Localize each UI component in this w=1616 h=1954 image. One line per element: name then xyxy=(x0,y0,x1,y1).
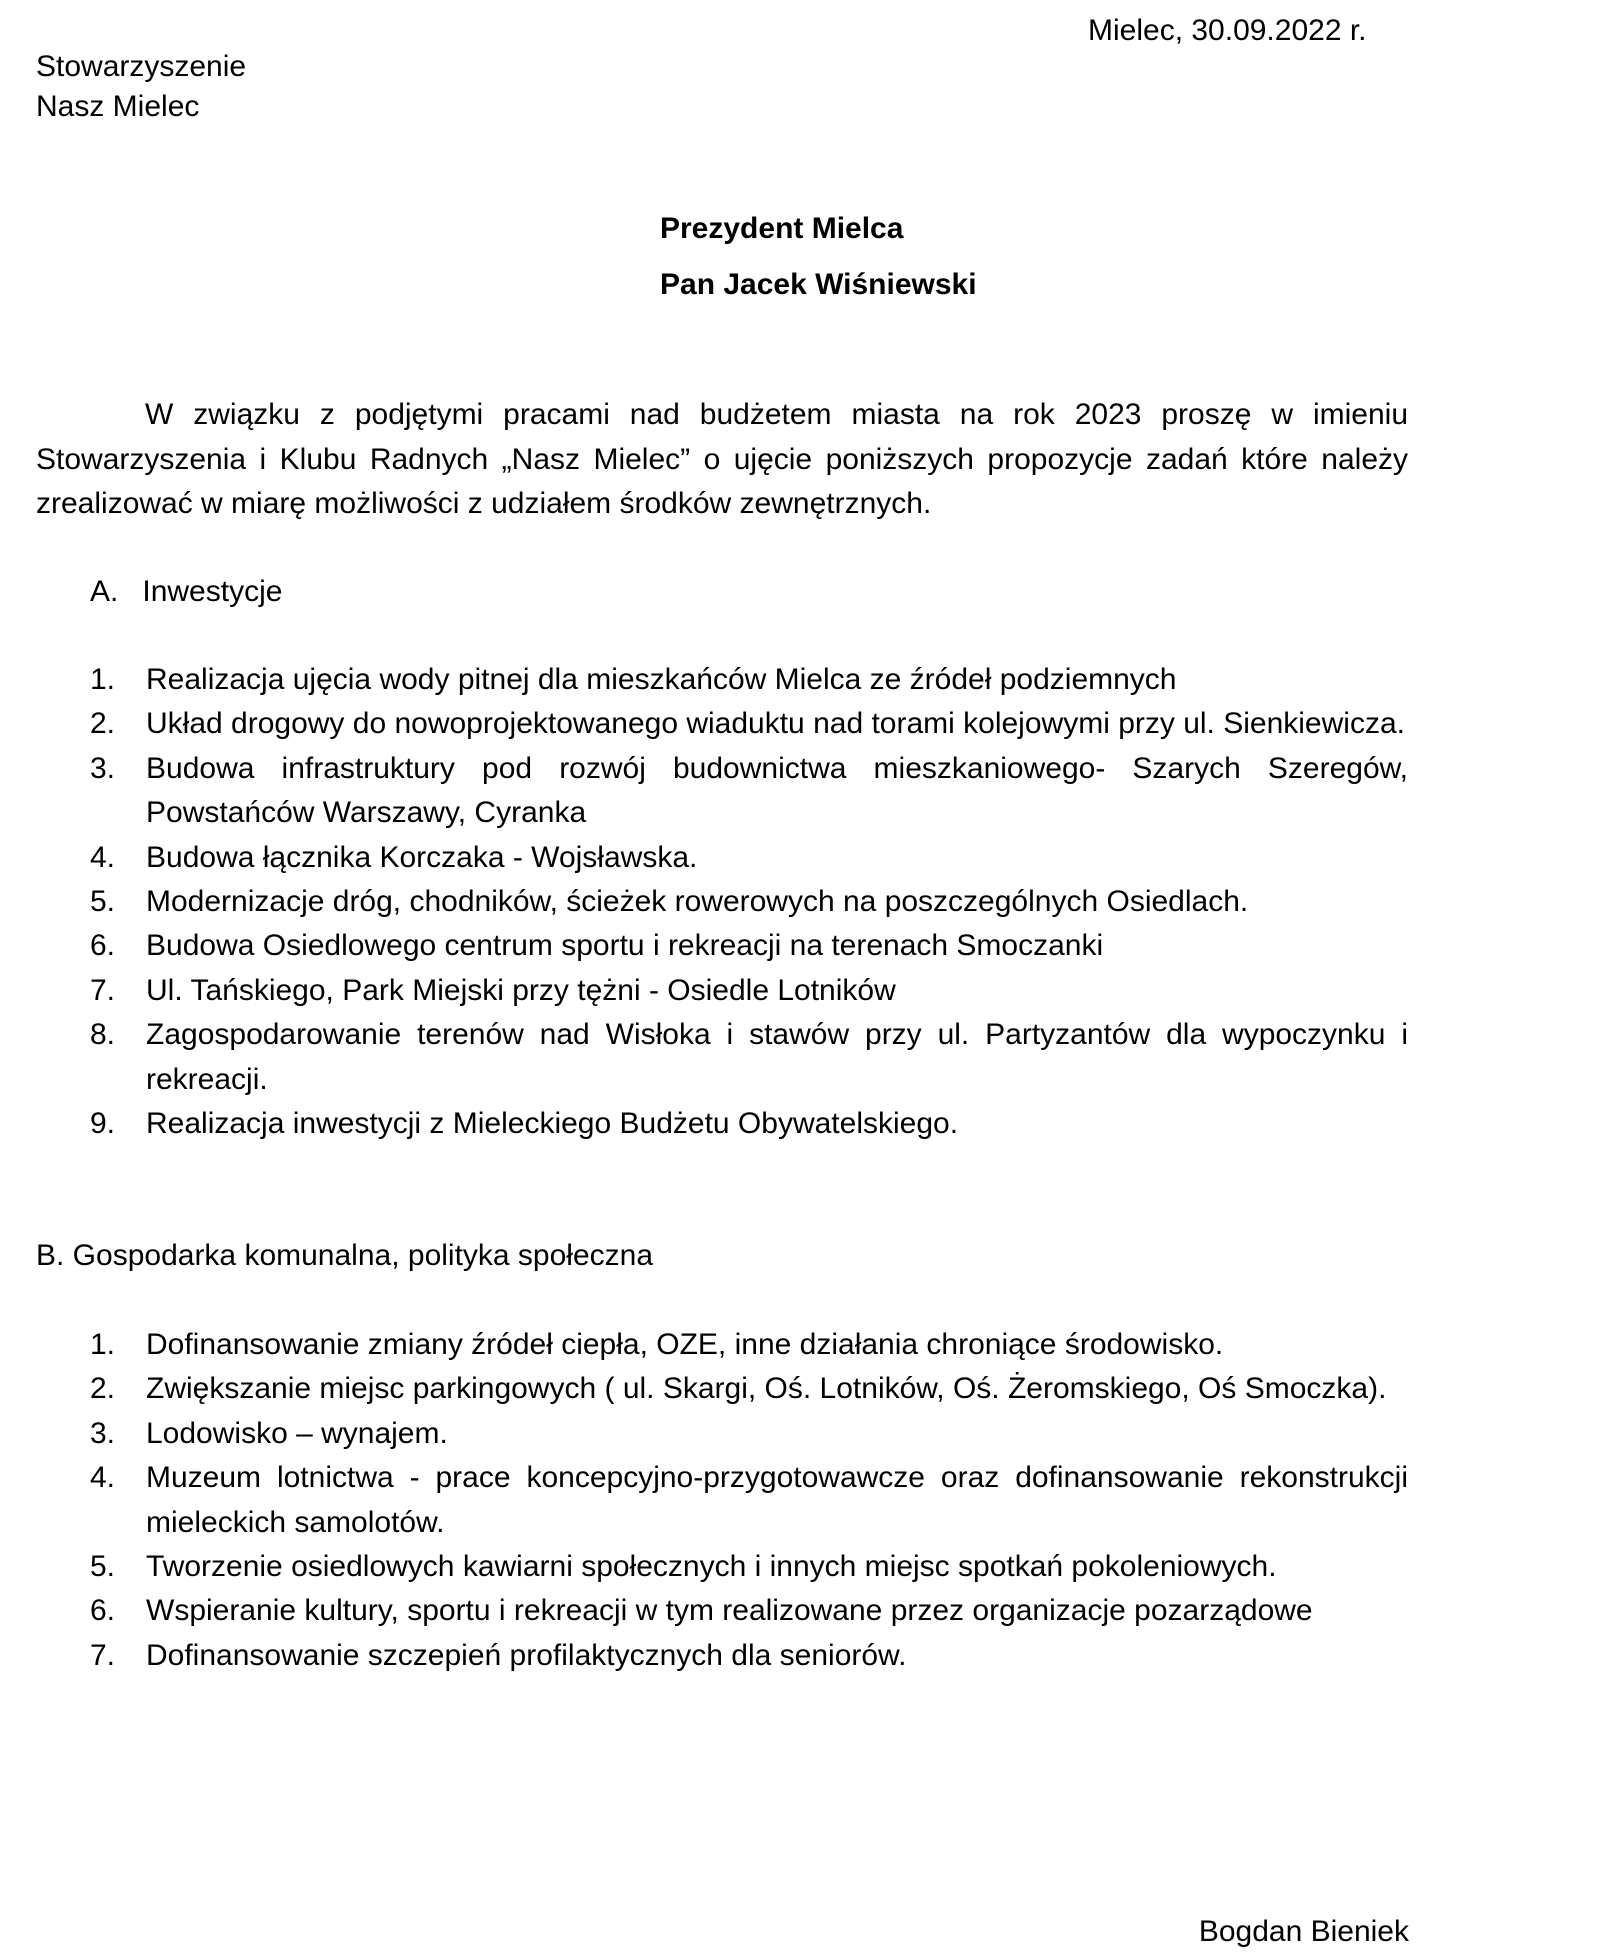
letter-date: Mielec, 30.09.2022 r. xyxy=(1088,14,1367,47)
list-item-text: Lodowisko – wynajem. xyxy=(146,1416,448,1450)
list-item-text: Zwiększanie miejsc parkingowych ( ul. Skargi, Oś. Lotników, Oś. Żeromskiego, Oś Smoczka). xyxy=(146,1372,1387,1406)
section-a-heading xyxy=(90,570,282,614)
list-item xyxy=(0,1323,1408,1367)
section-a-list xyxy=(0,658,1408,1146)
list-item xyxy=(0,747,1408,836)
list-item-text: Budowa infrastruktury pod rozwój budownictwa mieszkaniowego- Szarych Szeregów, Powstańców Warszawy, Cyranka xyxy=(146,751,1408,830)
list-item xyxy=(0,1589,1408,1633)
addressee-name: Pan Jacek Wiśniewski xyxy=(660,268,977,301)
sender-line: Stowarzyszenie xyxy=(36,50,247,83)
list-item-number: 6. xyxy=(90,1594,116,1628)
list-item-text: Muzeum lotnictwa - prace koncepcyjno-przygotowawcze oraz dofinansowanie rekonstrukcji mieleckich samolotów. xyxy=(146,1461,1408,1539)
list-item-number: 4. xyxy=(90,840,116,874)
list-item-number: 7. xyxy=(90,1638,116,1672)
list-item-number: 3. xyxy=(90,751,116,785)
list-item-text: Ul. Tańskiego, Park Miejski przy tężni - Osiedle Lotników xyxy=(146,973,896,1007)
list-item xyxy=(0,880,1408,924)
sender-block xyxy=(36,47,246,127)
list-item-text: Realizacja ujęcia wody pitnej dla mieszkańców Mielca ze źródeł podziemnych xyxy=(146,663,1177,696)
list-item-text: Tworzenie osiedlowych kawiarni społecznych i innych miejsc spotkań pokoleniowych. xyxy=(146,1550,1277,1584)
list-item xyxy=(0,836,1408,880)
list-item-number: 2. xyxy=(90,1372,116,1406)
intro-paragraph xyxy=(36,393,1408,527)
list-item xyxy=(0,1102,1408,1146)
list-item xyxy=(0,1545,1408,1589)
list-item-number: 8. xyxy=(90,1018,116,1052)
list-item xyxy=(0,702,1408,746)
list-item-number: 1. xyxy=(90,1328,116,1361)
list-item-number: 9. xyxy=(90,1107,116,1141)
list-item-text: Układ drogowy do nowoprojektowanego wiaduktu nad torami kolejowymi przy ul. Sienkiewicza. xyxy=(146,707,1405,741)
list-item-text: Budowa łącznika Korczaka - Wojsławska. xyxy=(146,840,698,874)
list-item-number: 4. xyxy=(90,1461,116,1495)
list-item-number: 5. xyxy=(90,1550,116,1584)
signature-name: Bogdan Bieniek xyxy=(1198,1915,1409,1948)
intro-text: W związku z podjętymi pracami nad budżetem miasta na rok 2023 proszę w imieniu Stowarzyszenia i Klubu Radnych „Nasz Mielec” o ujęcie poniższych propozycje zadań które należy zrealizować w miarę możliwości z udziałem środków zewnętrznych. xyxy=(36,398,1408,520)
list-item xyxy=(0,1456,1408,1545)
list-item-number: 6. xyxy=(90,929,116,963)
list-item-text: Budowa Osiedlowego centrum sportu i rekreacji na terenach Smoczanki xyxy=(146,929,1104,963)
section-b-list xyxy=(0,1323,1408,1678)
list-item-number: 5. xyxy=(90,885,116,919)
addressee-title: Prezydent Mielca xyxy=(660,212,904,245)
list-item-text: Dofinansowanie szczepień profilaktycznych dla seniorów. xyxy=(146,1638,907,1672)
list-item xyxy=(0,1013,1408,1102)
list-item-text: Dofinansowanie zmiany źródeł ciepła, OZE, inne działania chroniące środowisko. xyxy=(146,1328,1224,1361)
list-item xyxy=(0,1634,1408,1678)
list-item-number: 3. xyxy=(90,1416,116,1450)
list-item xyxy=(0,924,1408,968)
sender-line: Nasz Mielec xyxy=(36,90,200,123)
list-item-number: 1. xyxy=(90,663,116,696)
list-item xyxy=(0,1412,1408,1456)
addressee-block xyxy=(660,201,977,313)
section-a-title: Inwestycje xyxy=(142,575,283,608)
list-item-text: Realizacja inwestycji z Mieleckiego Budżetu Obywatelskiego. xyxy=(146,1107,959,1141)
list-item xyxy=(0,1367,1408,1411)
list-item-number: 7. xyxy=(90,973,116,1007)
section-a-marker: A. xyxy=(90,575,119,608)
list-item-text: Zagospodarowanie terenów nad Wisłoka i stawów przy ul. Partyzantów dla wypoczynku i rekreacji. xyxy=(146,1018,1408,1096)
list-item xyxy=(0,658,1408,702)
list-item-text: Modernizacje dróg, chodników, ścieżek rowerowych na poszczególnych Osiedlach. xyxy=(146,885,1249,919)
list-item xyxy=(0,969,1408,1013)
section-b-heading: B. Gospodarka komunalna, polityka społeczna xyxy=(36,1239,654,1272)
list-item-number: 2. xyxy=(90,707,116,741)
list-item-text: Wspieranie kultury, sportu i rekreacji w tym realizowane przez organizacje pozarządowe xyxy=(146,1594,1313,1628)
